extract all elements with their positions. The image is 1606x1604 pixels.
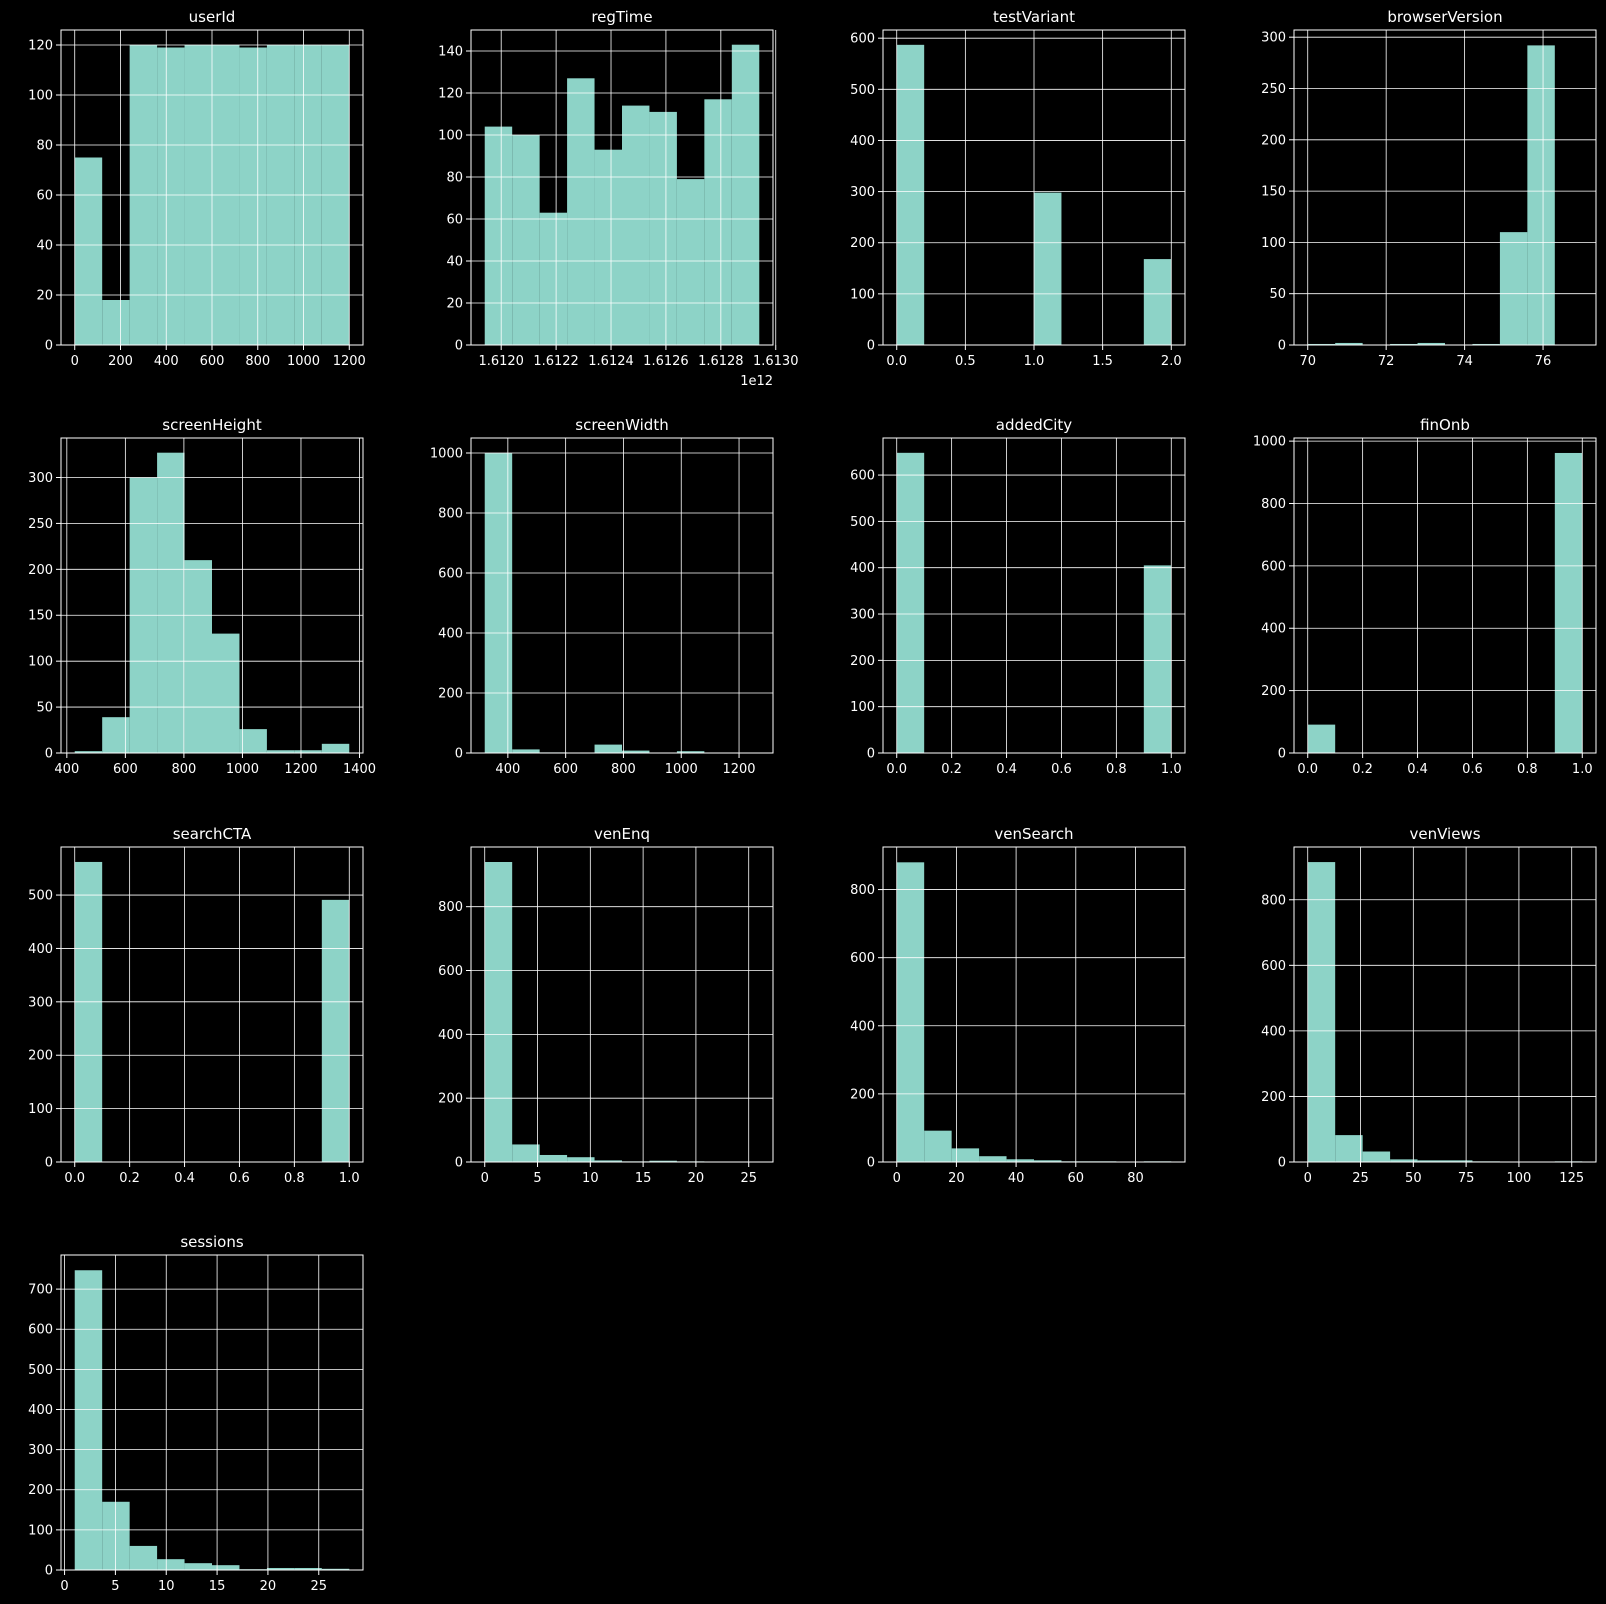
y-tick-label: 60 [36,188,53,204]
y-tick-label: 600 [28,1322,53,1338]
histogram-bar [540,1155,567,1162]
y-tick-label: 50 [36,700,53,716]
x-tick-label: 1.6128 [698,354,744,369]
chart-title: sessions [180,1233,244,1251]
y-tick-label: 60 [446,212,463,228]
histogram-bar [1034,193,1061,345]
y-tick-label: 20 [446,296,463,312]
histogram-bar [239,48,266,346]
x-tick-label: 1.0 [1571,762,1593,777]
x-tick-label: 1200 [284,762,318,777]
histogram-ven-search [850,825,1185,1186]
axes-frame [883,847,1185,1162]
x-tick-label: 400 [495,762,521,777]
y-tick-label: 150 [28,608,53,624]
y-tick-label: 200 [850,236,875,252]
y-tick-label: 400 [850,133,875,149]
y-tick-label: 100 [28,1523,53,1539]
y-tick-label: 200 [28,562,53,578]
histogram-ven-views [1261,825,1596,1186]
histogram-bar [185,560,212,753]
y-tick-label: 200 [1261,133,1286,149]
chart-title: screenHeight [162,416,262,434]
y-tick-label: 300 [28,1443,53,1459]
y-tick-label: 1000 [1252,434,1286,450]
y-tick-label: 600 [850,951,875,967]
histogram-test-variant [850,8,1185,369]
x-tick-label: 0.2 [1352,762,1373,777]
histogram-bar [1144,259,1171,345]
x-offset-label: 1e12 [740,374,773,389]
y-tick-label: 200 [28,1483,53,1499]
x-tick-label: 1.6130 [752,354,799,369]
y-tick-label: 100 [1261,235,1286,251]
x-tick-label: 70 [1299,354,1317,369]
histogram-bar [185,1563,212,1570]
y-tick-label: 600 [850,31,875,47]
y-tick-label: 400 [438,626,463,642]
x-tick-label: 20 [948,1171,965,1186]
x-tick-label: 1.0 [1023,354,1045,369]
histogram-bar [1363,1152,1390,1162]
x-tick-label: 0.0 [1297,762,1319,777]
y-tick-label: 200 [438,686,463,702]
chart-title: finOnb [1420,416,1470,434]
x-tick-label: 0.2 [119,1171,140,1186]
chart-title: venViews [1409,825,1481,843]
histogram-bar [212,1565,239,1570]
histogram-bar [732,45,759,345]
histogram-bar [1308,725,1335,753]
x-tick-label: 800 [611,762,636,777]
histogram-bar [1500,232,1527,345]
histogram-ven-enq [438,825,773,1186]
y-tick-label: 800 [438,506,463,522]
x-tick-label: 0.4 [996,762,1017,777]
x-tick-label: 0 [892,1171,901,1186]
x-tick-label: 0 [1303,1171,1312,1186]
x-tick-label: 800 [245,354,271,369]
x-tick-label: 25 [740,1171,757,1186]
y-tick-label: 0 [44,1563,53,1579]
axes-frame [1294,847,1596,1162]
x-tick-label: 400 [54,762,80,777]
histogram-bar [157,48,184,346]
x-tick-label: 72 [1377,354,1395,369]
chart-title: venEnq [593,825,651,843]
x-tick-label: 0 [480,1171,489,1186]
histogram-bar [897,45,924,345]
histogram-bar [979,1156,1006,1162]
x-tick-label: 20 [687,1171,705,1186]
histogram-bar [512,749,539,753]
histogram-bar [485,127,512,345]
histogram-bar [1527,45,1554,345]
histogram-bar [1308,862,1335,1162]
histogram-bar [677,179,704,345]
y-tick-label: 200 [1261,684,1286,700]
histogram-bar [102,300,129,345]
y-tick-label: 0 [866,1155,875,1171]
histogram-bar [1335,1135,1362,1162]
axes-frame [883,438,1185,753]
x-tick-label: 1.6126 [643,354,689,369]
y-tick-label: 800 [438,900,463,916]
x-tick-label: 75 [1457,1171,1475,1186]
chart-title: venSearch [994,825,1074,843]
histogram-reg-time [438,8,798,389]
x-tick-label: 74 [1456,354,1473,369]
x-tick-label: 0.4 [174,1171,195,1186]
histogram-bar [952,1148,979,1162]
y-tick-label: 100 [28,1102,53,1118]
histogram-bar [622,106,649,345]
chart-title: addedCity [995,416,1073,434]
y-tick-label: 40 [446,254,463,270]
y-tick-label: 600 [1261,958,1286,974]
histogram-bar [1144,565,1171,753]
chart-title: testVariant [992,8,1076,26]
y-tick-label: 400 [28,1402,53,1418]
x-tick-label: 600 [553,762,579,777]
x-tick-label: 0.0 [64,1171,86,1186]
y-tick-label: 40 [36,238,53,254]
x-tick-label: 0.0 [886,762,908,777]
x-tick-label: 100 [1506,1171,1532,1186]
y-tick-label: 250 [28,516,53,532]
y-tick-label: 300 [850,185,875,201]
y-tick-label: 0 [454,1155,463,1171]
x-tick-label: 15 [208,1579,226,1594]
x-tick-label: 1.6122 [533,354,579,369]
x-tick-label: 76 [1534,354,1552,369]
x-tick-label: 0 [70,354,79,369]
x-tick-label: 1000 [664,762,698,777]
y-tick-label: 80 [36,138,53,154]
x-tick-label: 10 [157,1579,175,1594]
histogram-bar [512,1144,539,1162]
x-tick-label: 0.6 [229,1171,250,1186]
y-tick-label: 400 [850,1019,875,1035]
histogram-bar [649,112,676,345]
histogram-browser-version [1261,8,1596,369]
y-tick-label: 150 [1261,184,1286,200]
y-tick-label: 300 [1261,30,1286,46]
histogram-bar [102,1502,129,1570]
y-tick-label: 80 [446,170,463,186]
x-tick-label: 1200 [722,762,756,777]
y-tick-label: 100 [438,128,463,144]
chart-title: userId [188,8,236,26]
y-tick-label: 0 [454,746,463,762]
histogram-bar [540,213,567,345]
x-tick-label: 1.5 [1092,354,1113,369]
x-tick-label: 0.4 [1407,762,1428,777]
y-tick-label: 200 [850,1087,875,1103]
chart-title: searchCTA [172,825,252,843]
x-tick-label: 0.8 [1106,762,1127,777]
histogram-fin-onb [1253,416,1596,777]
x-tick-label: 25 [1352,1171,1369,1186]
histogram-search-cta [28,825,363,1186]
x-tick-label: 1.0 [1160,762,1182,777]
y-tick-label: 300 [28,995,53,1011]
histogram-bar [512,135,539,345]
x-tick-label: 400 [153,354,179,369]
histogram-sessions [28,1233,363,1594]
y-tick-label: 100 [850,700,875,716]
histogram-bar [704,99,731,345]
y-tick-label: 200 [1261,1089,1286,1105]
y-tick-label: 200 [28,1048,53,1064]
y-tick-label: 0 [866,338,875,354]
y-tick-label: 400 [1261,1024,1286,1040]
y-tick-label: 400 [1261,621,1286,637]
x-tick-label: 10 [582,1171,599,1186]
histogram-bar [1555,453,1582,753]
histogram-bar [924,1131,951,1162]
x-tick-label: 1.6120 [478,354,524,369]
x-tick-label: 15 [634,1171,652,1186]
histogram-bar [897,453,924,753]
axes-frame [471,847,773,1162]
y-tick-label: 500 [850,82,875,98]
axes-frame [471,438,773,753]
x-tick-label: 60 [1067,1171,1085,1186]
y-tick-label: 50 [1269,287,1286,303]
chart-title: regTime [591,8,653,26]
histogram-bar [130,1546,157,1570]
x-tick-label: 1.0 [338,1171,360,1186]
histogram-bar [75,862,102,1162]
y-tick-label: 300 [850,607,875,623]
x-tick-label: 200 [108,354,133,369]
axes-frame [1294,438,1596,753]
x-tick-label: 0 [60,1579,69,1594]
x-tick-label: 5 [533,1171,542,1186]
y-tick-label: 800 [1261,893,1286,909]
y-tick-label: 200 [850,653,875,669]
histogram-bar [897,862,924,1162]
y-tick-label: 120 [438,86,463,102]
y-tick-label: 0 [44,1155,53,1171]
y-tick-label: 140 [438,44,463,60]
y-tick-label: 100 [850,287,875,303]
x-tick-label: 1400 [342,762,377,777]
y-tick-label: 0 [866,746,875,762]
y-tick-label: 500 [850,514,875,530]
histogram-added-city [850,416,1185,777]
y-tick-label: 500 [28,888,53,904]
histogram-bar [595,150,622,345]
x-tick-label: 20 [259,1579,277,1594]
histogram-screen-height [28,416,376,777]
histogram-bar [212,634,239,753]
x-tick-label: 1000 [225,762,259,777]
axes-frame [61,847,363,1162]
x-tick-label: 1.6124 [588,354,634,369]
y-tick-label: 20 [36,288,53,304]
histogram-bar [567,78,594,345]
y-tick-label: 100 [28,654,53,670]
y-tick-label: 0 [44,338,53,354]
y-tick-label: 0 [1277,1155,1286,1171]
x-tick-label: 5 [111,1579,120,1594]
y-tick-label: 200 [438,1091,463,1107]
y-tick-label: 400 [850,561,875,577]
y-tick-label: 700 [28,1282,53,1298]
x-tick-label: 1200 [332,354,366,369]
y-tick-label: 300 [28,470,53,486]
chart-title: screenWidth [575,416,669,434]
y-tick-label: 0 [454,338,463,354]
histogram-user-id [28,8,366,369]
y-tick-label: 1000 [429,446,463,462]
x-tick-label: 0.2 [941,762,962,777]
y-tick-label: 800 [1261,496,1286,512]
histogram-bar [322,744,349,753]
x-tick-label: 0.5 [955,354,976,369]
histogram-bar [75,158,102,346]
y-tick-label: 120 [28,38,53,54]
x-tick-label: 50 [1405,1171,1422,1186]
x-tick-label: 0.6 [1462,762,1483,777]
x-tick-label: 40 [1007,1171,1025,1186]
histogram-bar [157,1559,184,1570]
y-tick-label: 400 [28,941,53,957]
x-tick-label: 600 [112,762,138,777]
y-tick-label: 600 [438,566,463,582]
y-tick-label: 400 [438,1027,463,1043]
histogram-screen-width [430,416,773,777]
x-tick-label: 2.0 [1160,354,1182,369]
y-tick-label: 800 [850,883,875,899]
y-tick-label: 0 [44,746,53,762]
x-tick-label: 1000 [286,354,321,369]
histogram-bar [595,745,622,753]
y-tick-label: 600 [1261,559,1286,575]
y-tick-label: 500 [28,1362,53,1378]
histogram-bar [157,453,184,753]
x-tick-label: 25 [310,1579,328,1594]
histogram-bar [75,1270,102,1570]
histogram-bar [239,729,266,753]
x-tick-label: 800 [171,762,197,777]
y-tick-label: 600 [438,964,463,980]
y-tick-label: 0 [1277,338,1286,354]
y-tick-label: 0 [1277,746,1286,762]
x-tick-label: 600 [199,354,225,369]
y-tick-label: 250 [1261,81,1286,97]
y-tick-label: 100 [28,88,53,104]
x-tick-label: 80 [1127,1171,1144,1186]
histogram-bar [322,900,349,1162]
y-tick-label: 600 [850,468,875,484]
x-tick-label: 0.0 [886,354,908,369]
x-tick-label: 0.8 [284,1171,305,1186]
x-tick-label: 0.8 [1517,762,1538,777]
chart-title: browserVersion [1387,8,1503,26]
x-tick-label: 0.6 [1051,762,1072,777]
x-tick-label: 125 [1559,1171,1585,1186]
